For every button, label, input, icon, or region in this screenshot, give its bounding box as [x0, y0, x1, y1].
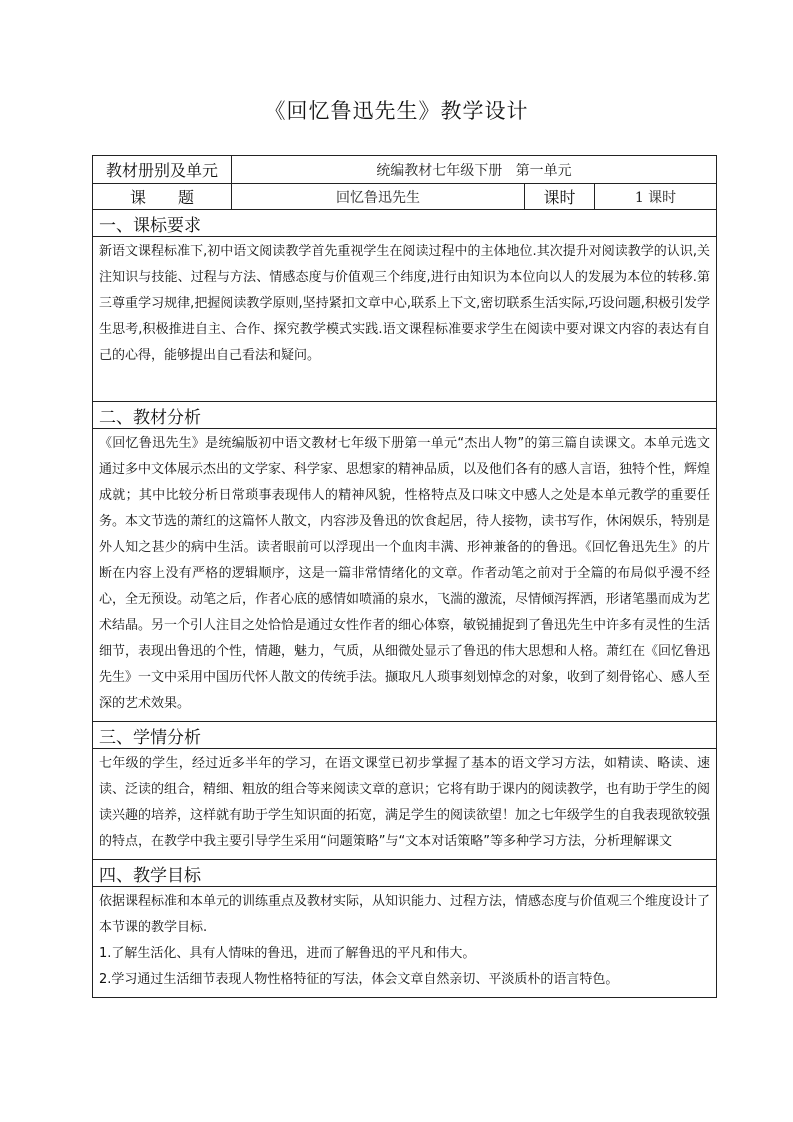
paragraph: 依据课程标准和本单元的训练重点及教材实际，从知识能力、过程方法，情感态度与价值观三个维度设计了本节课的教学目标.	[99, 894, 711, 935]
topic-value: 回忆鲁迅先生	[232, 184, 525, 210]
paragraph: 1.了解生活化、具有人情味的鲁迅，进而了解鲁迅的平凡和伟大。	[99, 946, 476, 961]
page-title: 《回忆鲁迅先生》教学设计	[264, 99, 529, 123]
lesson-plan-table	[92, 155, 717, 998]
section-heading: 三、学情分析	[93, 722, 717, 749]
section-heading-row	[93, 860, 717, 887]
paragraph: 2.学习通过生活细节表现人物性格特征的写法，体会文章自然亲切、平淡质朴的语言特色。	[99, 972, 619, 987]
section-body-row	[93, 429, 717, 722]
section-heading: 二、教材分析	[93, 402, 717, 429]
section-heading: 四、教学目标	[93, 860, 717, 887]
textbook-row	[93, 156, 717, 184]
topic-label: 课 题	[93, 184, 232, 210]
textbook-label: 教材册别及单元	[93, 156, 232, 184]
section-body	[93, 429, 717, 722]
paragraph: 七年级的学生，经过近多半年的学习，在语文课堂已初步掌握了基本的语文学习方法，如精读、略读、速读、泛读的组合，精细、粗放的组合等来阅读文章的意识；它将有助于课内的阅读教学，也有助于学生的阅读兴趣的培养，这样就有助于学生知识面的拓宽，满足学生的阅读欲望！加之七年级学生的自我表现欲较强的特点，在教学中我主要引导学生采用“问题策略”与“文本对话策略”等多种学习方法，分析理解课文	[99, 756, 711, 849]
section-body-row	[93, 749, 717, 860]
hours-label: 课时	[525, 184, 595, 210]
topic-row	[93, 184, 717, 210]
section-body	[93, 887, 717, 998]
section-heading-row	[93, 210, 717, 237]
section-body-row	[93, 887, 717, 998]
section-body-row	[93, 237, 717, 402]
section-heading-row	[93, 402, 717, 429]
section-heading-row	[93, 722, 717, 749]
hours-value: 1 课时	[595, 184, 717, 210]
section-body	[93, 237, 717, 402]
textbook-value: 统编教材七年级下册 第一单元	[232, 156, 717, 184]
section-heading: 一、课标要求	[93, 210, 717, 237]
paragraph: 《回忆鲁迅先生》是统编版初中语文教材七年级下册第一单元“杰出人物”的第三篇自读课文。本单元选文通过多中文体展示杰出的文学家、科学家、思想家的精神品质，以及他们各有的感人言语，独特个性，辉煌成就；其中比较分析日常琐事表现伟人的精神风貌，性格特点及口味文中感人之处是本单元教学的重要任务。本文节选的萧红的这篇怀人散文，内容涉及鲁迅的饮食起居，待人接物，读书写作，休闲娱乐，特别是外人知之甚少的病中生活。读者眼前可以浮现出一个血肉丰满、形神兼备的的鲁迅。《回忆鲁迅先生》的片断在内容上没有严格的逻辑顺序，这是一篇非常情绪化的文章。作者动笔之前对于全篇的布局似乎漫不经心，全无预设。动笔之后，作者心底的感情如喷涌的泉水，飞湍的激流，尽情倾泻挥洒，形诸笔墨而成为艺术结晶。另一个引人注目之处恰恰是通过女性作者的细心体察，敏锐捕捉到了鲁迅先生中许多有灵性的生活细节，表现出鲁迅的个性，情趣，魅力，气质，从细微处显示了鲁迅的伟大思想和人格。萧红在《回忆鲁迅先生》一文中采用中国历代怀人散文的传统手法。撷取凡人琐事刻划悼念的对象，收到了刻骨铭心、感人至深的艺术效果。	[99, 436, 711, 711]
paragraph: 新语文课程标准下,初中语文阅读教学首先重视学生在阅读过程中的主体地位.其次提升对阅读教学的认识,关注知识与技能、过程与方法、情感态度与价值观三个纬度,进行由知识为本位向以人的发展为本位的转移.第三尊重学习规律,把握阅读教学原则,坚持紧扣文章中心,联系上下文,密切联系生活实际,巧设问题,积极引发学生思考,积极推进自主、合作、探究教学模式实践.语文课程标准要求学生在阅读中要对课文内容的表达有自己的心得，能够提出自己看法和疑问。	[99, 244, 710, 363]
section-body	[93, 749, 717, 860]
